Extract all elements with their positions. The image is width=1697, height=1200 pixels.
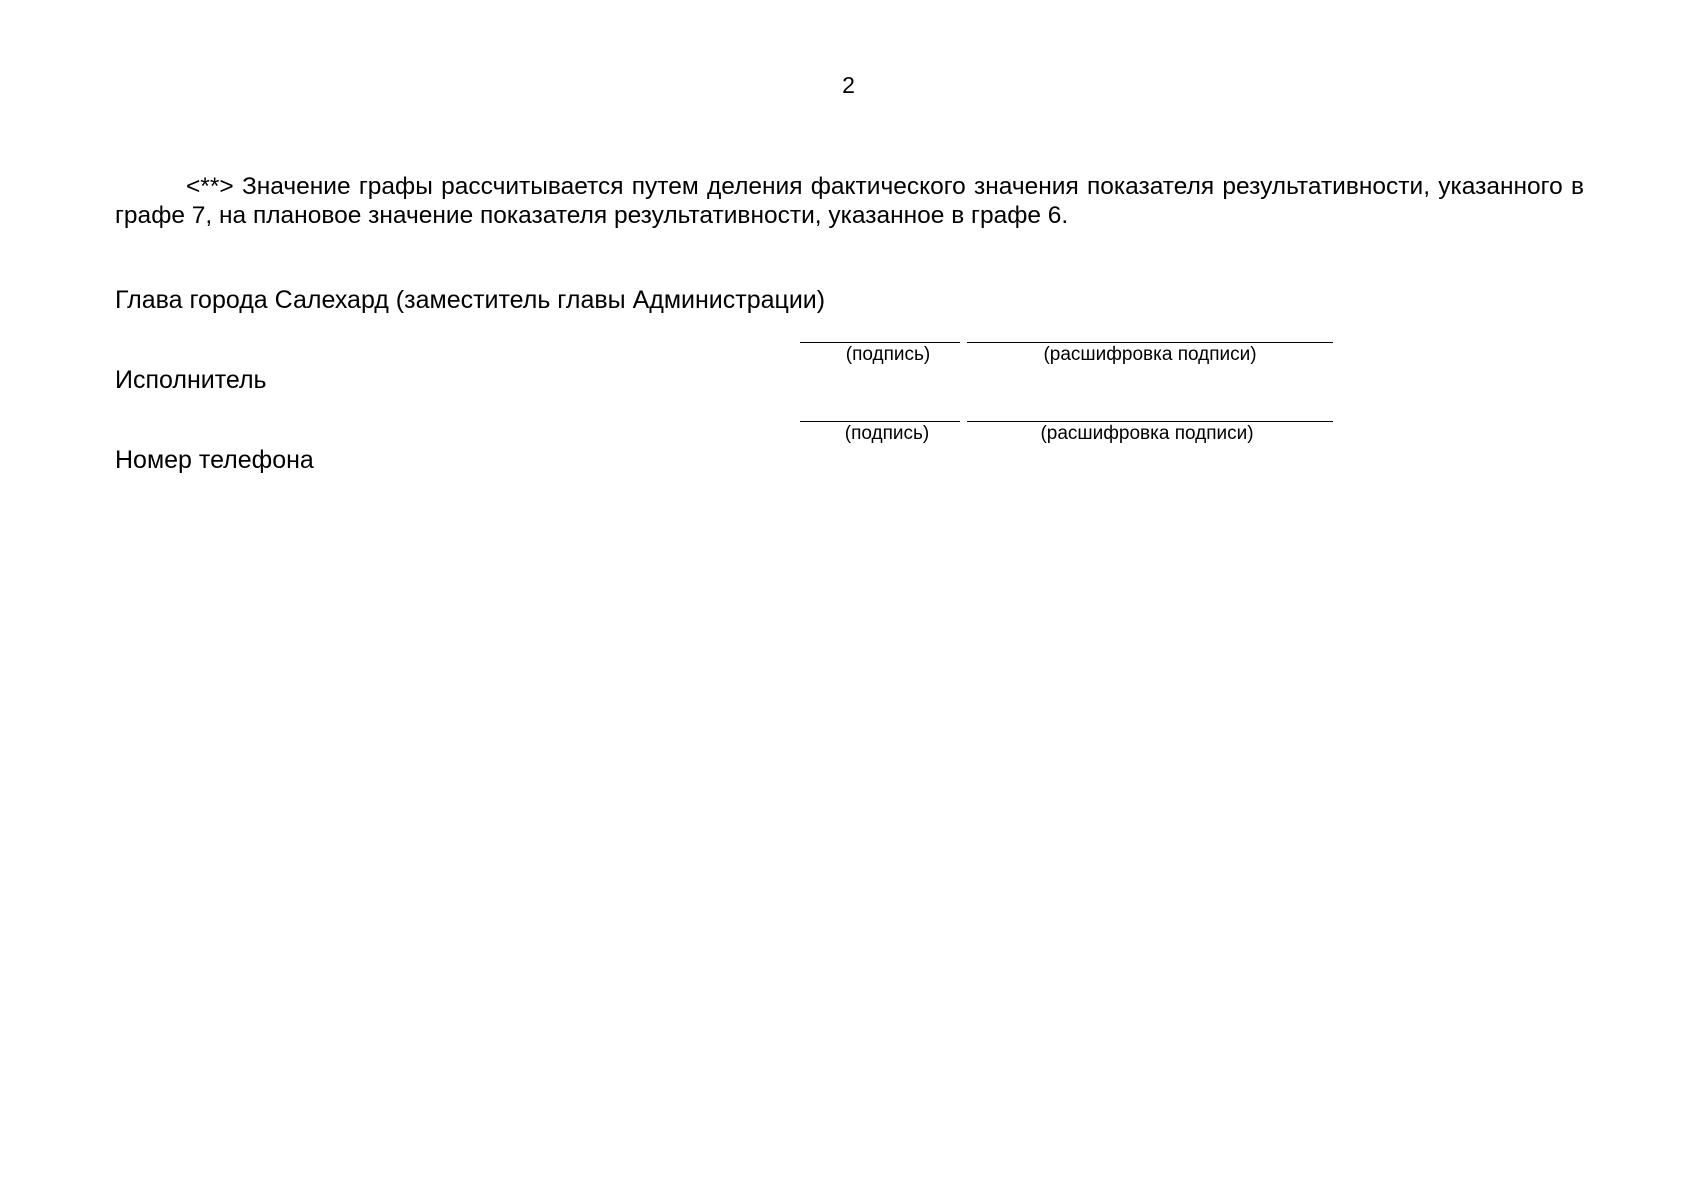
signature-decoding-line: [967, 342, 1333, 343]
signature-caption: (подпись): [845, 344, 931, 365]
signature-line: [800, 421, 960, 422]
signature-decoding-caption: (расшифровка подписи): [1040, 423, 1254, 444]
executor-label: Исполнитель: [115, 366, 267, 394]
signature-decoding-caption: (расшифровка подписи): [1043, 344, 1257, 365]
signature-decoding-line: [967, 421, 1333, 422]
head-of-city-title: Глава города Салехард (заместитель главы Администрации): [115, 286, 826, 314]
phone-number-label: Номер телефона: [115, 446, 314, 474]
footnote-paragraph: <**> Значение графы рассчитывается путем деления фактического значения показателя результативности, указанного в графе 7, на плановое значение показателя результативности, указанное в графе 6.: [115, 173, 1584, 229]
signature-caption: (подпись): [844, 423, 930, 444]
page-number: 2: [842, 72, 855, 98]
signature-line: [800, 342, 960, 343]
